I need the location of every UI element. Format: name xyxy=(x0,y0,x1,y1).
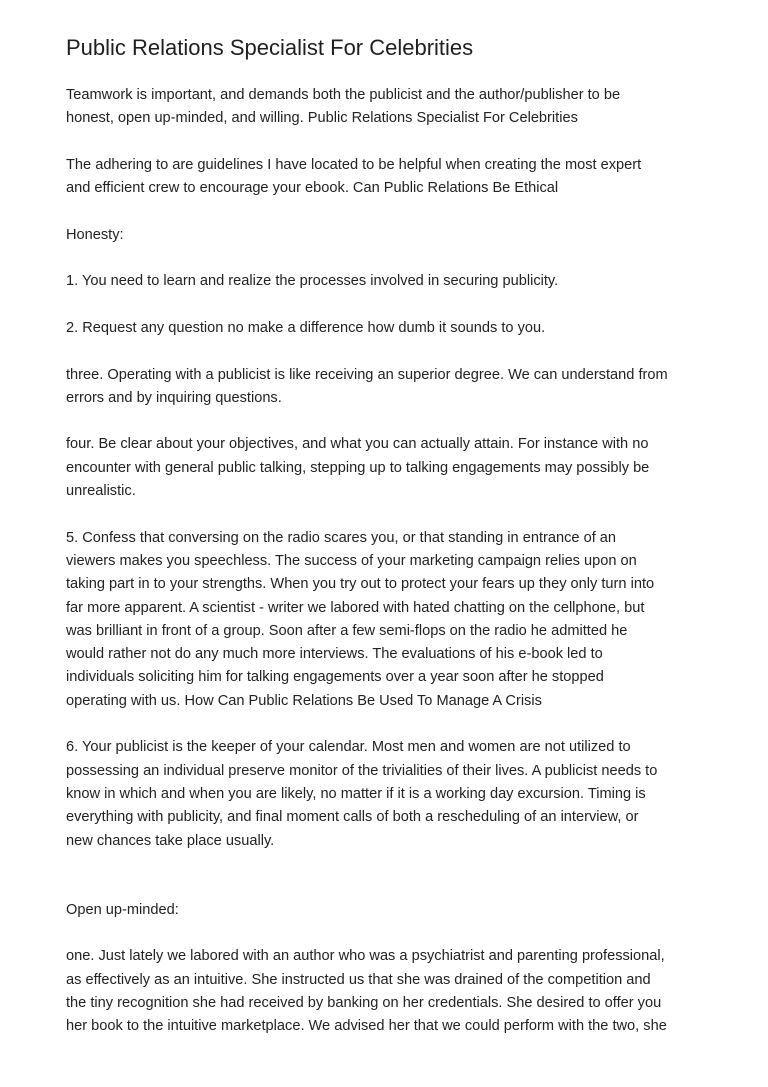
text-line: viewers makes you speechless. The success of your marketing campaign relies upon on xyxy=(66,552,637,569)
text-line: one. Just lately we labored with an author who was a psychiatrist and parenting professional, xyxy=(66,948,665,965)
list-item xyxy=(66,527,716,713)
text-line: possessing an individual preserve monitor of the trivialities of their lives. A publicist needs to xyxy=(66,762,658,779)
text-line: Open up-minded: xyxy=(66,901,179,918)
text-line: three. Operating with a publicist is like receiving an superior degree. We can understand from xyxy=(66,366,668,383)
section-heading xyxy=(66,899,716,922)
text-line: and efficient crew to encourage your ebook. Can Public Relations Be Ethical xyxy=(66,180,559,197)
text-line: four. Be clear about your objectives, and what you can actually attain. For instance with no xyxy=(66,436,649,453)
text-line: operating with us. How Can Public Relations Be Used To Manage A Crisis xyxy=(66,692,542,709)
text-line: as effectively as an intuitive. She instructed us that she was drained of the competition and xyxy=(66,971,651,988)
text-line: errors and by inquiring questions. xyxy=(66,389,282,406)
paragraph xyxy=(66,154,716,201)
text-line: know in which and when you are likely, no matter if it is a working day excursion. Timing is xyxy=(66,785,646,802)
text-line: everything with publicity, and final moment calls of both a rescheduling of an interview, or xyxy=(66,809,639,826)
list-item xyxy=(66,364,716,411)
list-item xyxy=(66,317,716,340)
text-line: new chances take place usually. xyxy=(66,832,275,849)
text-line: The adhering to are guidelines I have located to be helpful when creating the most expert xyxy=(66,156,642,173)
text-line: was brilliant in front of a group. Soon after a few semi-flops on the radio he admitted he xyxy=(66,622,628,639)
text-line: honest, open up-minded, and willing. Public Relations Specialist For Celebrities xyxy=(66,110,578,127)
document-page xyxy=(66,34,716,1062)
text-line: 6. Your publicist is the keeper of your calendar. Most men and women are not utilized to xyxy=(66,739,631,756)
text-line: encounter with general public talking, stepping up to talking engagements may possibly be xyxy=(66,459,650,476)
text-line: the tiny recognition she had received by banking on her credentials. She desired to offer you xyxy=(66,994,662,1011)
section-heading xyxy=(66,224,716,247)
text-line: her book to the intuitive marketplace. We advised her that we could perform with the two, she xyxy=(66,1018,667,1035)
text-line: 2. Request any question no make a difference how dumb it sounds to you. xyxy=(66,319,546,336)
text-line: would rather not do any much more interviews. The evaluations of his e-book led to xyxy=(66,646,603,663)
text-line: Teamwork is important, and demands both the publicist and the author/publisher to be xyxy=(66,87,621,103)
text-line: taking part in to your strengths. When you try out to protect your fears up they only turn into xyxy=(66,576,655,593)
list-item xyxy=(66,945,716,1038)
text-line: individuals soliciting him for talking engagements over a year soon after he stopped xyxy=(66,669,604,686)
text-line: Honesty: xyxy=(66,226,124,243)
text-line: far more apparent. A scientist - writer we labored with hated chatting on the cellphone, but xyxy=(66,599,645,616)
text-line: 5. Confess that conversing on the radio scares you, or that standing in entrance of an xyxy=(66,529,617,546)
text-line: unrealistic. xyxy=(66,483,136,500)
paragraph xyxy=(66,84,716,131)
page-title: Public Relations Specialist For Celebrities xyxy=(66,35,474,60)
text-line: 1. You need to learn and realize the processes involved in securing publicity. xyxy=(66,273,559,290)
list-item xyxy=(66,433,716,503)
list-item xyxy=(66,270,716,293)
list-item xyxy=(66,736,716,852)
